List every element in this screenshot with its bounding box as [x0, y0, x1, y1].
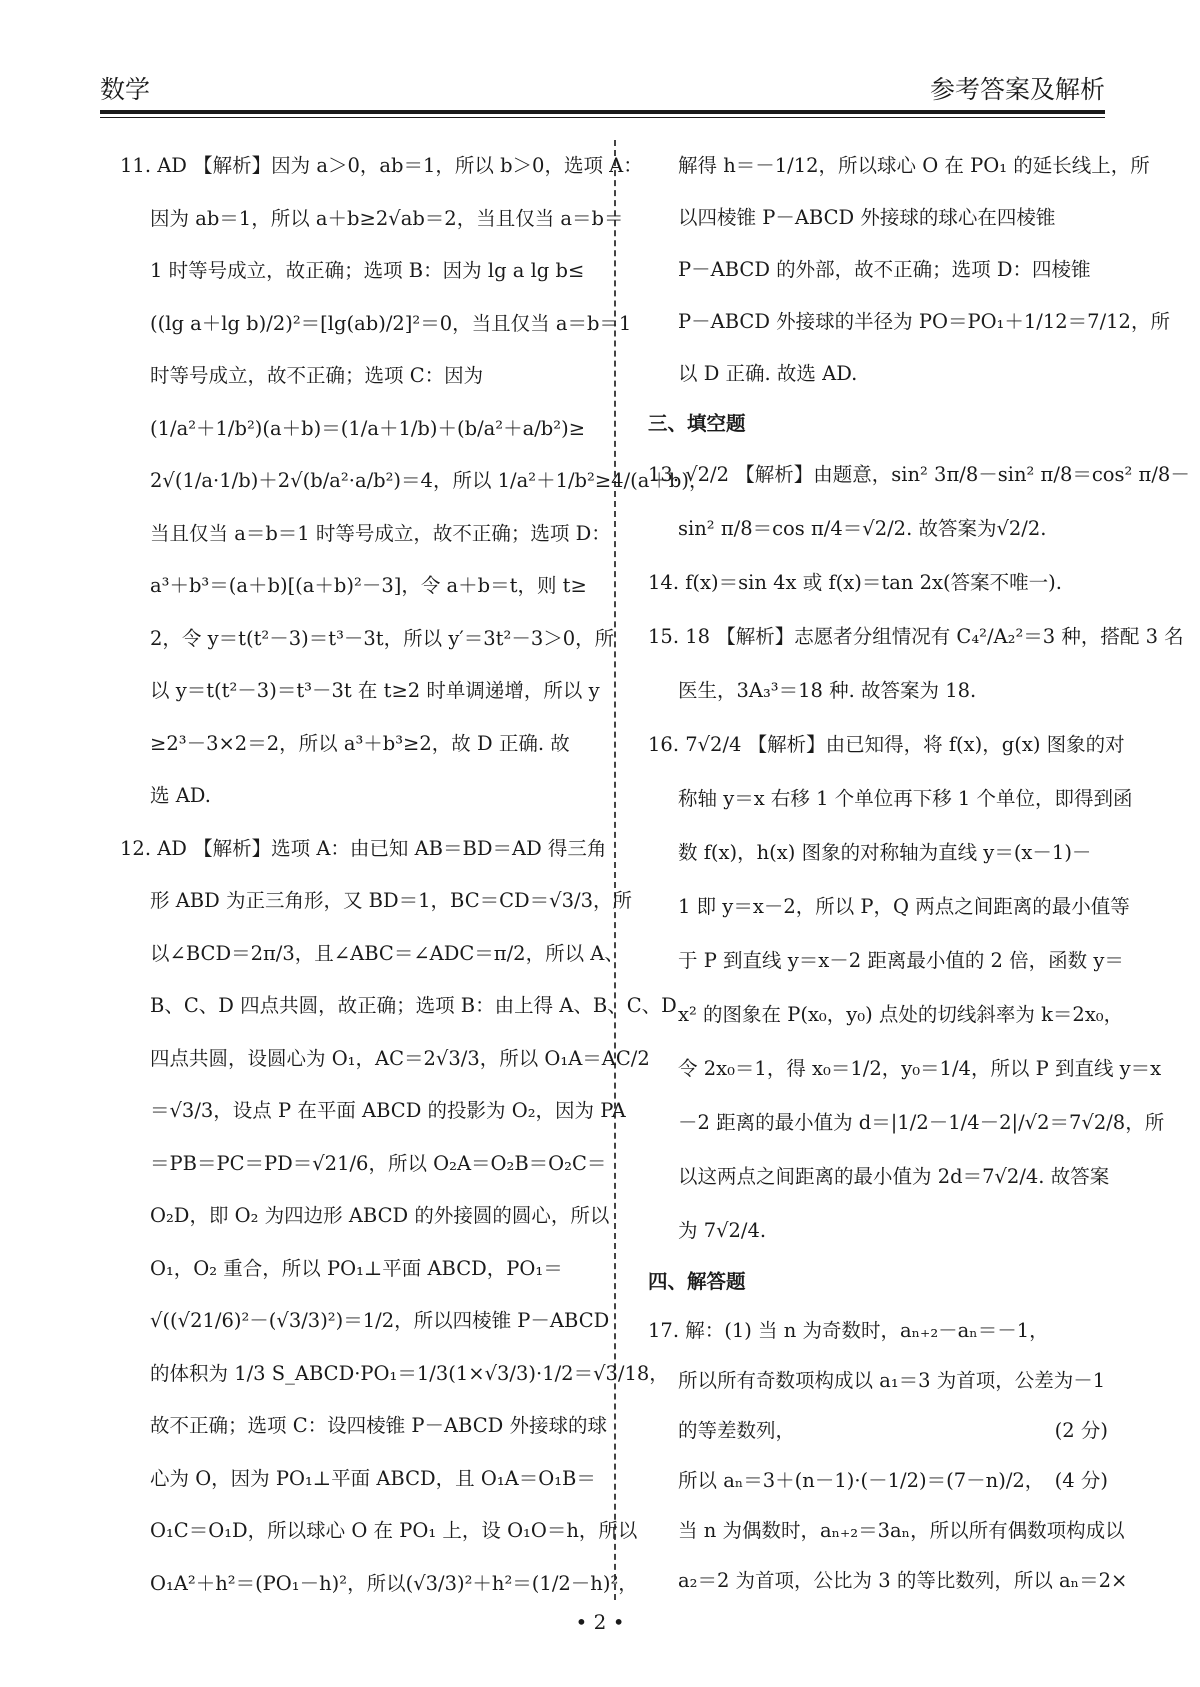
answer-text-line: 以这两点之间距离的最小值为 2d＝7√2/4. 故答案: [678, 1165, 1110, 1188]
answer-text-line: 因为 ab＝1，所以 a＋b≥2√ab＝2，当且仅当 a＝b＝: [150, 206, 624, 230]
answer-text-line: 故不正确；选项 C：设四棱锥 P－ABCD 外接球的球: [150, 1414, 607, 1437]
answer-text-line: 14. f(x)＝sin 4x 或 f(x)＝tan 2x(答案不唯一).: [648, 571, 1062, 594]
answer-text-line: [648, 1456, 1108, 1506]
answer-text-line: 形 ABD 为正三角形，又 BD＝1，BC＝CD＝√3/3，所: [150, 889, 632, 912]
answer-text-line: ((lg a＋lg b)/2)²＝[lg(ab)/2]²＝0，当且仅当 a＝b＝1: [150, 311, 632, 335]
header-rule-thin: [100, 117, 1105, 118]
answer-text-line: O₂D，即 O₂ 为四边形 ABCD 的外接圆的圆心，所以: [150, 1204, 610, 1227]
right-column: [648, 140, 1190, 1606]
solution-text: 的等差数列，: [678, 1419, 796, 1442]
answer-text-line: ＝PB＝PC＝PD＝√21/6，所以 O₂A＝O₂B＝O₂C＝: [150, 1151, 607, 1175]
solution-text: a₂＝2 为首项，公比为 3 的等比数列，所以 aₙ＝2×: [678, 1569, 1128, 1592]
answer-text-line: 当且仅当 a＝b＝1 时等号成立，故不正确；选项 D：: [150, 521, 611, 545]
answer-text-line: 四点共圆，设圆心为 O₁，AC＝2√3/3，所以 O₁A＝AC/2: [150, 1046, 650, 1070]
answer-text-line: P－ABCD 外接球的半径为 PO＝PO₁＋1/12＝7/12，所: [678, 310, 1170, 333]
header-subject: 数学: [100, 75, 151, 104]
answer-text-line: 令 2x₀＝1，得 x₀＝1/2，y₀＝1/4，所以 P 到直线 y＝x: [678, 1057, 1162, 1080]
header-rule-thick: [100, 110, 1105, 114]
answer-text-line: 称轴 y＝x 右移 1 个单位再下移 1 个单位，即得到函: [678, 787, 1133, 810]
answer-text-line: 2√(1/a·1/b)＋2√(b/a²·a/b²)＝4，所以 1/a²＋1/b²≥4/(a＋b)，: [150, 469, 709, 492]
answer-text-line: (1/a²＋1/b²)(a＋b)＝(1/a＋1/b)＋(b/a²＋a/b²)≥: [150, 416, 586, 440]
answer-text-line: [648, 1556, 1128, 1606]
answer-text-line: 选 AD.: [150, 784, 211, 807]
answer-text-line: [648, 1506, 1125, 1556]
score-mark: (2 分): [1054, 1419, 1108, 1442]
answer-text-line: 1 即 y＝x－2，所以 P，Q 两点之间距离的最小值等: [678, 895, 1130, 918]
page-number: • 2 •: [575, 1610, 625, 1634]
answer-text-line: 13. √2/2 【解析】由题意，sin² 3π/8－sin² π/8＝cos² π/8－: [648, 463, 1190, 486]
answer-text-line: 解得 h＝－1/12，所以球心 O 在 PO₁ 的延长线上，所: [678, 154, 1150, 177]
answer-text-line: 以∠BCD＝2π/3，且∠ABC＝∠ADC＝π/2，所以 A、: [150, 941, 624, 965]
answer-text-line: 以四棱锥 P－ABCD 外接球的球心在四棱锥: [678, 206, 1056, 229]
answer-text-line: B、C、D 四点共圆，故正确；选项 B：由上得 A、B、C、D: [150, 994, 677, 1017]
page-header: [100, 70, 1105, 110]
score-mark: (4 分): [1054, 1469, 1108, 1492]
solution-text: 当 n 为偶数时，aₙ₊₂＝3aₙ，所以所有偶数项构成以: [678, 1519, 1125, 1542]
header-doc-type: 参考答案及解析: [929, 75, 1105, 104]
answer-text-line: 时等号成立，故不正确；选项 C：因为: [150, 364, 484, 387]
answer-text-line: sin² π/8＝cos π/4＝√2/2. 故答案为√2/2.: [678, 517, 1047, 540]
answer-text-line: x² 的图象在 P(x₀，y₀) 点处的切线斜率为 k＝2x₀，: [678, 1003, 1124, 1026]
answer-text-line: 以 D 正确. 故选 AD.: [678, 362, 858, 385]
answer-text-line: 16. 7√2/4 【解析】由已知得，将 f(x)，g(x) 图象的对: [648, 733, 1125, 756]
answer-text-line: 于 P 到直线 y＝x－2 距离最小值的 2 倍，函数 y＝: [678, 949, 1124, 972]
answer-text-line: 1 时等号成立，故正确；选项 B：因为 lg a lg b≤: [150, 259, 585, 282]
answer-text-line: O₁A²＋h²＝(PO₁－h)²，所以(√3/3)²＋h²＝(1/2－h)²，: [150, 1571, 638, 1595]
section-heading-solutions: 四、解答题: [648, 1270, 746, 1293]
answer-text-line: 心为 O，因为 PO₁⊥平面 ABCD，且 O₁A＝O₁B＝: [150, 1466, 596, 1490]
answer-text-line: O₁，O₂ 重合，所以 PO₁⊥平面 ABCD，PO₁＝: [150, 1256, 563, 1280]
solution-text: 所以 aₙ＝3＋(n－1)·(－1/2)＝(7－n)/2，: [678, 1469, 1045, 1492]
answer-text-line: 12. AD 【解析】选项 A：由已知 AB＝BD＝AD 得三角: [120, 836, 607, 860]
answer-text-line: 医生，3A₃³＝18 种. 故答案为 18.: [678, 679, 977, 702]
answer-text-line: [648, 1306, 1108, 1356]
solution-text: 17. 解：(1) 当 n 为奇数时，aₙ₊₂－aₙ＝－1，: [648, 1319, 1049, 1342]
answer-text-line: ≥2³－3×2＝2，所以 a³＋b³≥2，故 D 正确. 故: [150, 731, 570, 755]
answer-text-line: [648, 1406, 1108, 1456]
answer-text-line: 的体积为 1/3 S_ABCD·PO₁＝1/3(1×√3/3)·1/2＝√3/18，: [150, 1361, 669, 1385]
answer-text-line: 为 7√2/4.: [678, 1219, 767, 1242]
answer-text-line: ＝√3/3，设点 P 在平面 ABCD 的投影为 O₂，因为 PA: [150, 1099, 626, 1122]
answer-text-line: [648, 1356, 1108, 1406]
answer-text-line: P－ABCD 的外部，故不正确；选项 D：四棱锥: [678, 258, 1091, 281]
answer-text-line: 数 f(x)，h(x) 图象的对称轴为直线 y＝(x－1)－: [678, 841, 1092, 864]
answer-text-line: √((√21/6)²－(√3/3)²)＝1/2，所以四棱锥 P－ABCD: [150, 1309, 610, 1332]
answer-text-line: a³＋b³＝(a＋b)[(a＋b)²－3]，令 a＋b＝t，则 t≥: [150, 574, 587, 597]
answer-text-line: 15. 18 【解析】志愿者分组情况有 C₄²/A₂²＝3 种，搭配 3 名: [648, 625, 1184, 648]
section-heading-fill-in: 三、填空题: [648, 412, 746, 435]
answer-text-line: O₁C＝O₁D，所以球心 O 在 PO₁ 上，设 O₁O＝h，所以: [150, 1519, 638, 1542]
answer-text-line: 以 y＝t(t²－3)＝t³－3t 在 t≥2 时单调递增，所以 y: [150, 679, 600, 702]
answer-text-line: 11. AD 【解析】因为 a＞0，ab＝1，所以 b＞0，选项 A：: [120, 154, 643, 177]
solution-text: 所以所有奇数项构成以 a₁＝3 为首项，公差为－1: [678, 1369, 1106, 1392]
answer-text-line: －2 距离的最小值为 d＝|1/2－1/4－2|/√2＝7√2/8，所: [678, 1111, 1165, 1134]
answer-text-line: 2，令 y＝t(t²－3)＝t³－3t，所以 y′＝3t²－3＞0，所: [150, 626, 615, 650]
